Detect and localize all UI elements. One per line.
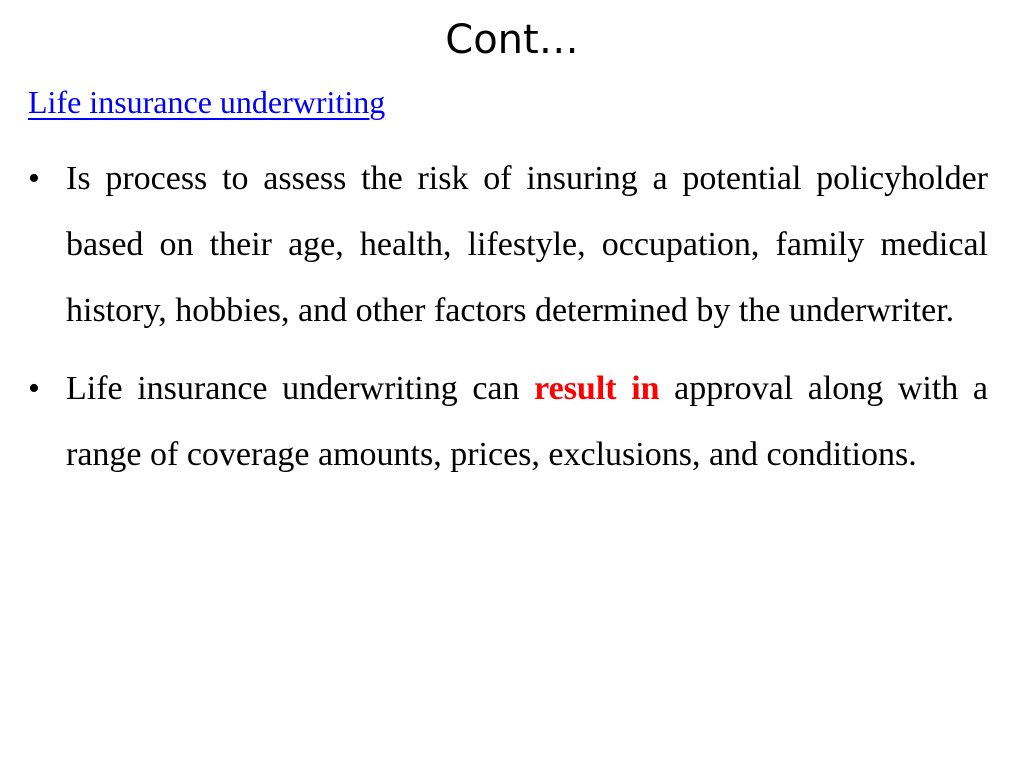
bullet-text-2-after: approval along with a range of coverage amounts, prices, exclusions, and conditions. bbox=[66, 370, 988, 473]
highlight-phrase: result in bbox=[534, 370, 660, 407]
bullet-marker-icon: • bbox=[28, 160, 40, 197]
bullet-text-2 bbox=[66, 356, 988, 488]
bullet-text-2-before: Life insurance underwriting can bbox=[66, 370, 520, 407]
subheading-link[interactable]: Life insurance underwriting bbox=[28, 84, 386, 120]
bullet-text-1: Is process to assess the risk of insuring a potential policyholder based on their age, health, lifestyle, occupation, family medical history, hobbies, and other factors determined by the underwriter. bbox=[66, 160, 988, 329]
slide-title: Cont… bbox=[445, 17, 579, 63]
bullet-list bbox=[28, 146, 988, 500]
bullet-item-1 bbox=[28, 146, 988, 344]
bullet-marker-icon: • bbox=[28, 370, 40, 407]
bullet-item-2 bbox=[28, 356, 988, 488]
